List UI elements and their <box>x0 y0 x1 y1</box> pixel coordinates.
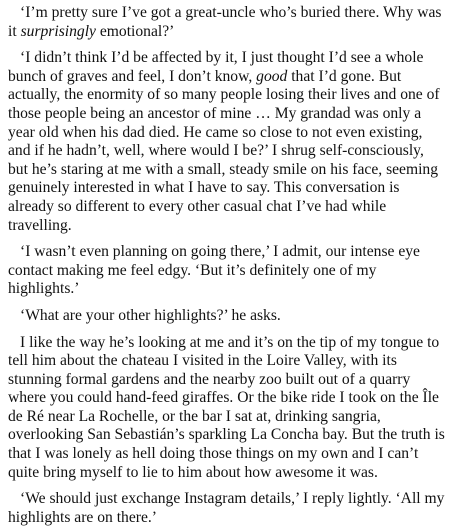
paragraph-1 <box>8 4 445 41</box>
text-run: ‘What are your other highlights?’ he asks. <box>20 306 281 324</box>
text-run: ‘I didn’t think I’d be affected by it, I just thought I’d see a whole bunch of graves and feel, I don’t know, <box>8 49 424 85</box>
emphasis-text: surprisingly <box>20 22 96 40</box>
text-run: emotional?’ <box>95 22 175 40</box>
emphasis-text: good <box>256 67 288 85</box>
paragraph-2 <box>8 49 445 235</box>
text-run: that I’d gone. But actually, the enormity of so many people losing their lives and one of those people being an ancestor of mine … My grandad was only a year old when his dad died. He came so close to not even existing, and if he hadn’t, well, where would I be?’ I shrug self-consciously, but he’s staring at me with a small, steady smile on his face, seeming genuinely interested in what I have to say. This conversation is already so different to every other casual chat I’ve had while travelling. <box>8 67 440 234</box>
text-run: I like the way he’s looking at me and it’s on the tip of my tongue to tell him about the chateau I visited in the Loire Valley, with its stunning formal gardens and the nearby zoo built out of a quarry where you could hand-feed giraffes. Or the bike ride I took on the Île de Ré near La Rochelle, or the bar I sat at, drinking sangria, overlooking San Sebastián’s sparkling La Concha bay. But the truth is that I was lonely as hell doing those things on my own and I can’t quite bring myself to lie to him about how awesome it was. <box>8 333 445 481</box>
text-run: ‘I wasn’t even planning on going there,’ I admit, our intense eye contact making me feel edgy. ‘But it’s definitely one of my highlights.’ <box>8 243 420 298</box>
paragraph-5 <box>8 334 445 483</box>
paragraph-3 <box>8 243 445 299</box>
text-run: ‘We should just exchange Instagram details,’ I reply lightly. ‘All my highlights are on there.’ <box>8 490 445 526</box>
paragraph-4 <box>8 307 445 326</box>
text-run: ‘I’m pretty sure I’ve got a great-uncle who’s buried there. Why was it <box>8 4 442 40</box>
paragraph-6 <box>8 490 445 527</box>
